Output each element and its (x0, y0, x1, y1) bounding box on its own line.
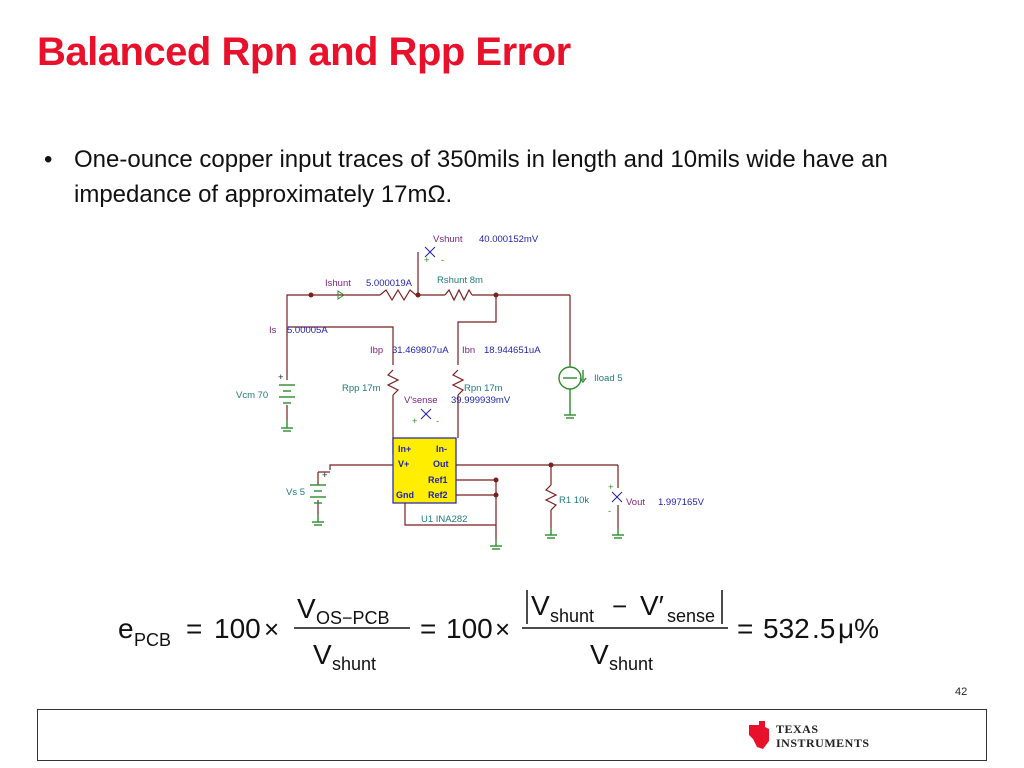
bullet-text: One-ounce copper input traces of 350mils in length and 10mils wide have an impedance of approximately 17mΩ. (74, 146, 888, 208)
ibn-label: Ibn (462, 345, 476, 356)
eq-num2-minus: − (612, 591, 628, 621)
bullet-dot: • (44, 146, 53, 173)
pin-gnd: Gnd (396, 490, 414, 500)
iload-label: Iload 5 (594, 373, 623, 384)
vout-minus: - (608, 506, 612, 517)
eq-den1-sub: shunt (332, 654, 377, 674)
vsense-plus: + (412, 416, 418, 427)
eq-num1-sub: OS−PCB (316, 608, 390, 628)
eq-result-int: 532 (763, 613, 810, 644)
u1-label: U1 INA282 (421, 514, 468, 525)
vshunt-plus: + (424, 255, 430, 266)
is-label: Is (269, 325, 277, 336)
eq-num2-sub2: sense (667, 606, 716, 626)
vshunt-label: Vshunt (433, 234, 463, 245)
eq-result-unit: μ% (838, 613, 880, 644)
eq-times-1: × (264, 614, 280, 644)
eq-num2-sub1: shunt (550, 606, 595, 626)
pin-in-minus: In- (436, 444, 447, 454)
is-value: 5.00005A (287, 325, 328, 336)
ibn-value: 18.944651uA (484, 345, 541, 356)
pin-ref1: Ref1 (428, 475, 448, 485)
ti-wordmark (776, 722, 870, 750)
vcm-plus: + (278, 372, 284, 383)
vsense-minus: - (436, 416, 440, 427)
rpn-label: Rpn 17m (464, 383, 503, 394)
eq-equals-2: = (420, 613, 437, 644)
vshunt-value: 40.000152mV (479, 234, 539, 245)
eq-equals-1: = (186, 613, 203, 644)
vout-plus: + (608, 482, 614, 493)
eq-hundred-2: 100 (446, 613, 493, 644)
eq-den2-v: V (590, 639, 609, 670)
eq-num2-v1: V (531, 590, 550, 621)
ibp-label: Ibp (370, 345, 384, 356)
ti-wordmark-line2: INSTRUMENTS (776, 736, 870, 750)
page-number: 42 (955, 686, 968, 698)
eq-num1-v: V (297, 593, 316, 624)
eq-hundred-1: 100 (214, 613, 261, 644)
vcm-label: Vcm 70 (236, 390, 269, 401)
eq-den1-v: V (313, 639, 332, 670)
eq-result-frac: .5 (812, 613, 836, 644)
pin-v-plus: V+ (398, 459, 410, 469)
vout-label: Vout (626, 497, 646, 508)
vsense-label: V'sense (404, 395, 438, 406)
ibp-value: 31.469807uA (392, 345, 449, 356)
rpp-label: Rpp 17m (342, 383, 381, 394)
eq-equals-3: = (737, 613, 754, 644)
eq-e-sub: PCB (134, 630, 172, 650)
vs-plus: + (322, 470, 328, 481)
vout-value: 1.997165V (658, 497, 704, 508)
eq-num2-v2: V′ (640, 590, 664, 621)
eq-e: e (118, 613, 134, 644)
pin-in-plus: In+ (398, 444, 412, 454)
ishunt-value: 5.000019A (366, 278, 412, 289)
slide-title: Balanced Rpn and Rpp Error (37, 30, 571, 74)
vs-label: Vs 5 (286, 487, 306, 498)
rshunt-label: Rshunt 8m (437, 275, 483, 286)
eq-den2-sub: shunt (609, 654, 654, 674)
vsense-value: 39.999939mV (451, 395, 511, 406)
vshunt-minus: - (441, 255, 445, 266)
pin-out: Out (433, 459, 449, 469)
ishunt-label: Ishunt (325, 278, 351, 289)
eq-times-2: × (495, 614, 511, 644)
pin-ref2: Ref2 (428, 490, 448, 500)
ti-wordmark-line1: TEXAS (776, 722, 819, 736)
r1-label: R1 10k (559, 495, 590, 506)
